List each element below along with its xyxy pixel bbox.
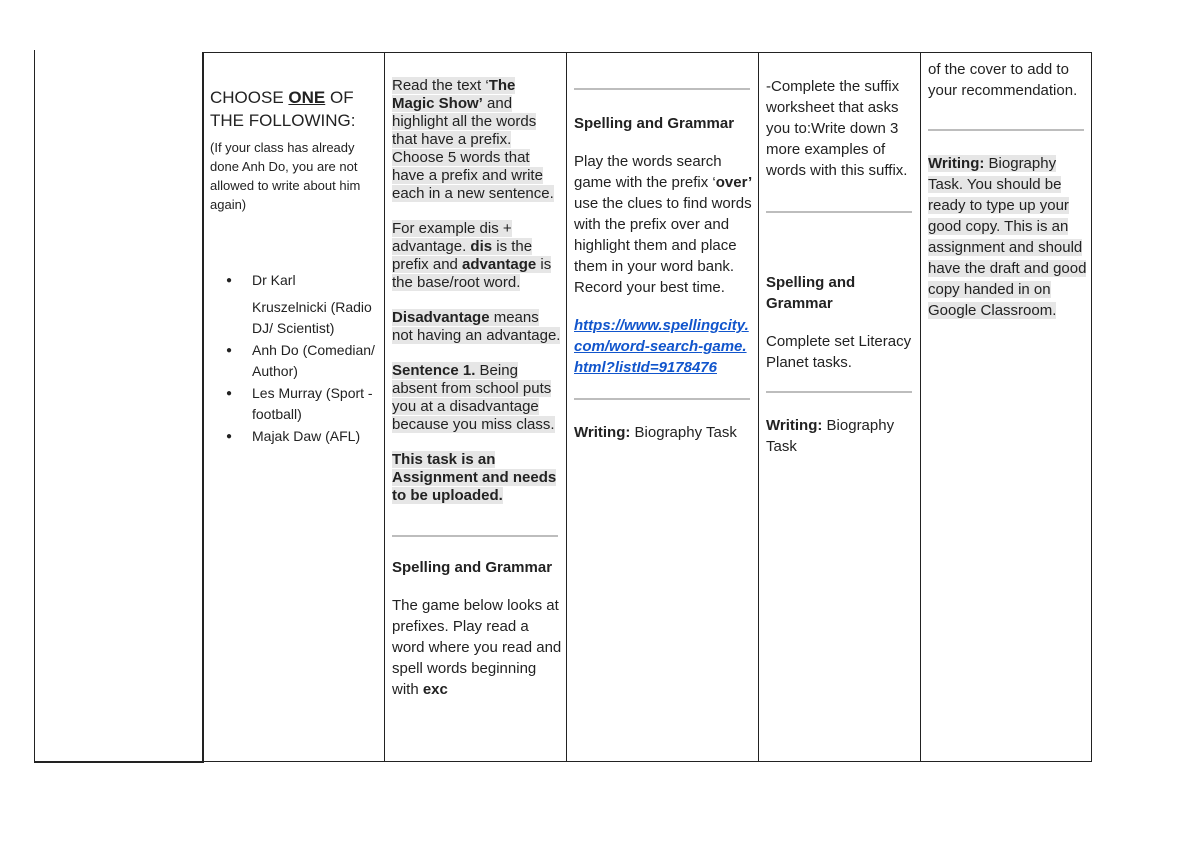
spelling-grammar-heading: Spelling and Grammar — [574, 115, 735, 132]
assignment-note: This task is an Assignment and needs to be uploaded. — [392, 451, 557, 504]
spelling-grammar-heading: Spelling and Grammar — [392, 559, 553, 576]
choose-heading: CHOOSE ONE OF THE FOLLOWING: — [210, 88, 356, 130]
table-border-bottom — [202, 761, 1092, 762]
divider — [766, 211, 912, 213]
literacy-planet-text: Complete set Literacy Planet tasks. — [766, 333, 912, 371]
table-border-col2-left — [384, 52, 385, 762]
table-border-col5-left — [920, 52, 921, 762]
table-border-bottom-col0 — [34, 761, 204, 763]
cell-biography-task — [928, 59, 1088, 321]
list-item: ● Majak Daw (AFL) — [200, 426, 380, 447]
table-border-left-outer — [34, 50, 35, 762]
list-item: ● Dr Karl Kruszelnicki (Radio DJ/ Scientist) — [200, 270, 380, 339]
table-border-right — [1091, 52, 1092, 762]
cell-word-search — [574, 88, 754, 443]
prefix-example: For example dis + advantage. dis is the prefix and advantage is the base/root word. — [392, 220, 552, 291]
example-sentence: Sentence 1. Being absent from school puts you at a disadvantage because you miss class. — [392, 362, 555, 433]
disadvantage-meaning: Disadvantage means not having an advantage. — [392, 309, 561, 344]
anh-do-note: (If your class has already done Anh Do, you are not allowed to write about him again) — [210, 140, 361, 212]
table-border-col4-left — [758, 52, 759, 762]
prefix-intro: Read the text ‘The Magic Show’ and highlight all the words that have a prefix. Choose 5 words that have a prefix and write each in a new sentence. — [392, 77, 554, 202]
people-list — [200, 270, 380, 447]
table-border-top — [202, 52, 1092, 53]
divider — [392, 535, 558, 537]
cell-choose-person — [210, 86, 380, 447]
divider — [928, 129, 1084, 131]
writing-task: Writing: Biography Task — [574, 424, 737, 441]
cell-suffix-task — [766, 76, 916, 457]
word-search-text: Play the words search game with the prefix ‘over’ use the clues to find words with the prefix over and highlight them and place them in your word bank. Record your best time. — [574, 153, 753, 296]
prefix-game-text: The game below looks at prefixes. Play read a word where you read and spell words beginning with exc — [392, 597, 562, 698]
table-border-col3-left — [566, 52, 567, 762]
cover-recommendation-text: of the cover to add to your recommendation. — [928, 61, 1078, 99]
suffix-worksheet-text: -Complete the suffix worksheet that asks you to:Write down 3 more examples of words with this suffix. — [766, 78, 908, 179]
divider — [766, 391, 912, 393]
spellingcity-link[interactable]: https://www.spellingcity.com/word-search-game.html?listId=9178476 — [574, 317, 749, 376]
writing-task: Writing: Biography Task — [766, 417, 895, 455]
list-item: ● Anh Do (Comedian/ Author) — [200, 340, 380, 382]
spelling-grammar-heading: Spelling and Grammar — [766, 274, 856, 312]
divider — [574, 398, 750, 400]
divider — [574, 88, 750, 90]
writing-biography-task: Writing: Biography Task. You should be ready to type up your good copy. This is an assignment and should have the draft and good copy handed in on Google Classroom. — [928, 155, 1087, 319]
list-item: ● Les Murray (Sport - football) — [200, 383, 380, 425]
cell-prefix-task — [392, 77, 562, 700]
